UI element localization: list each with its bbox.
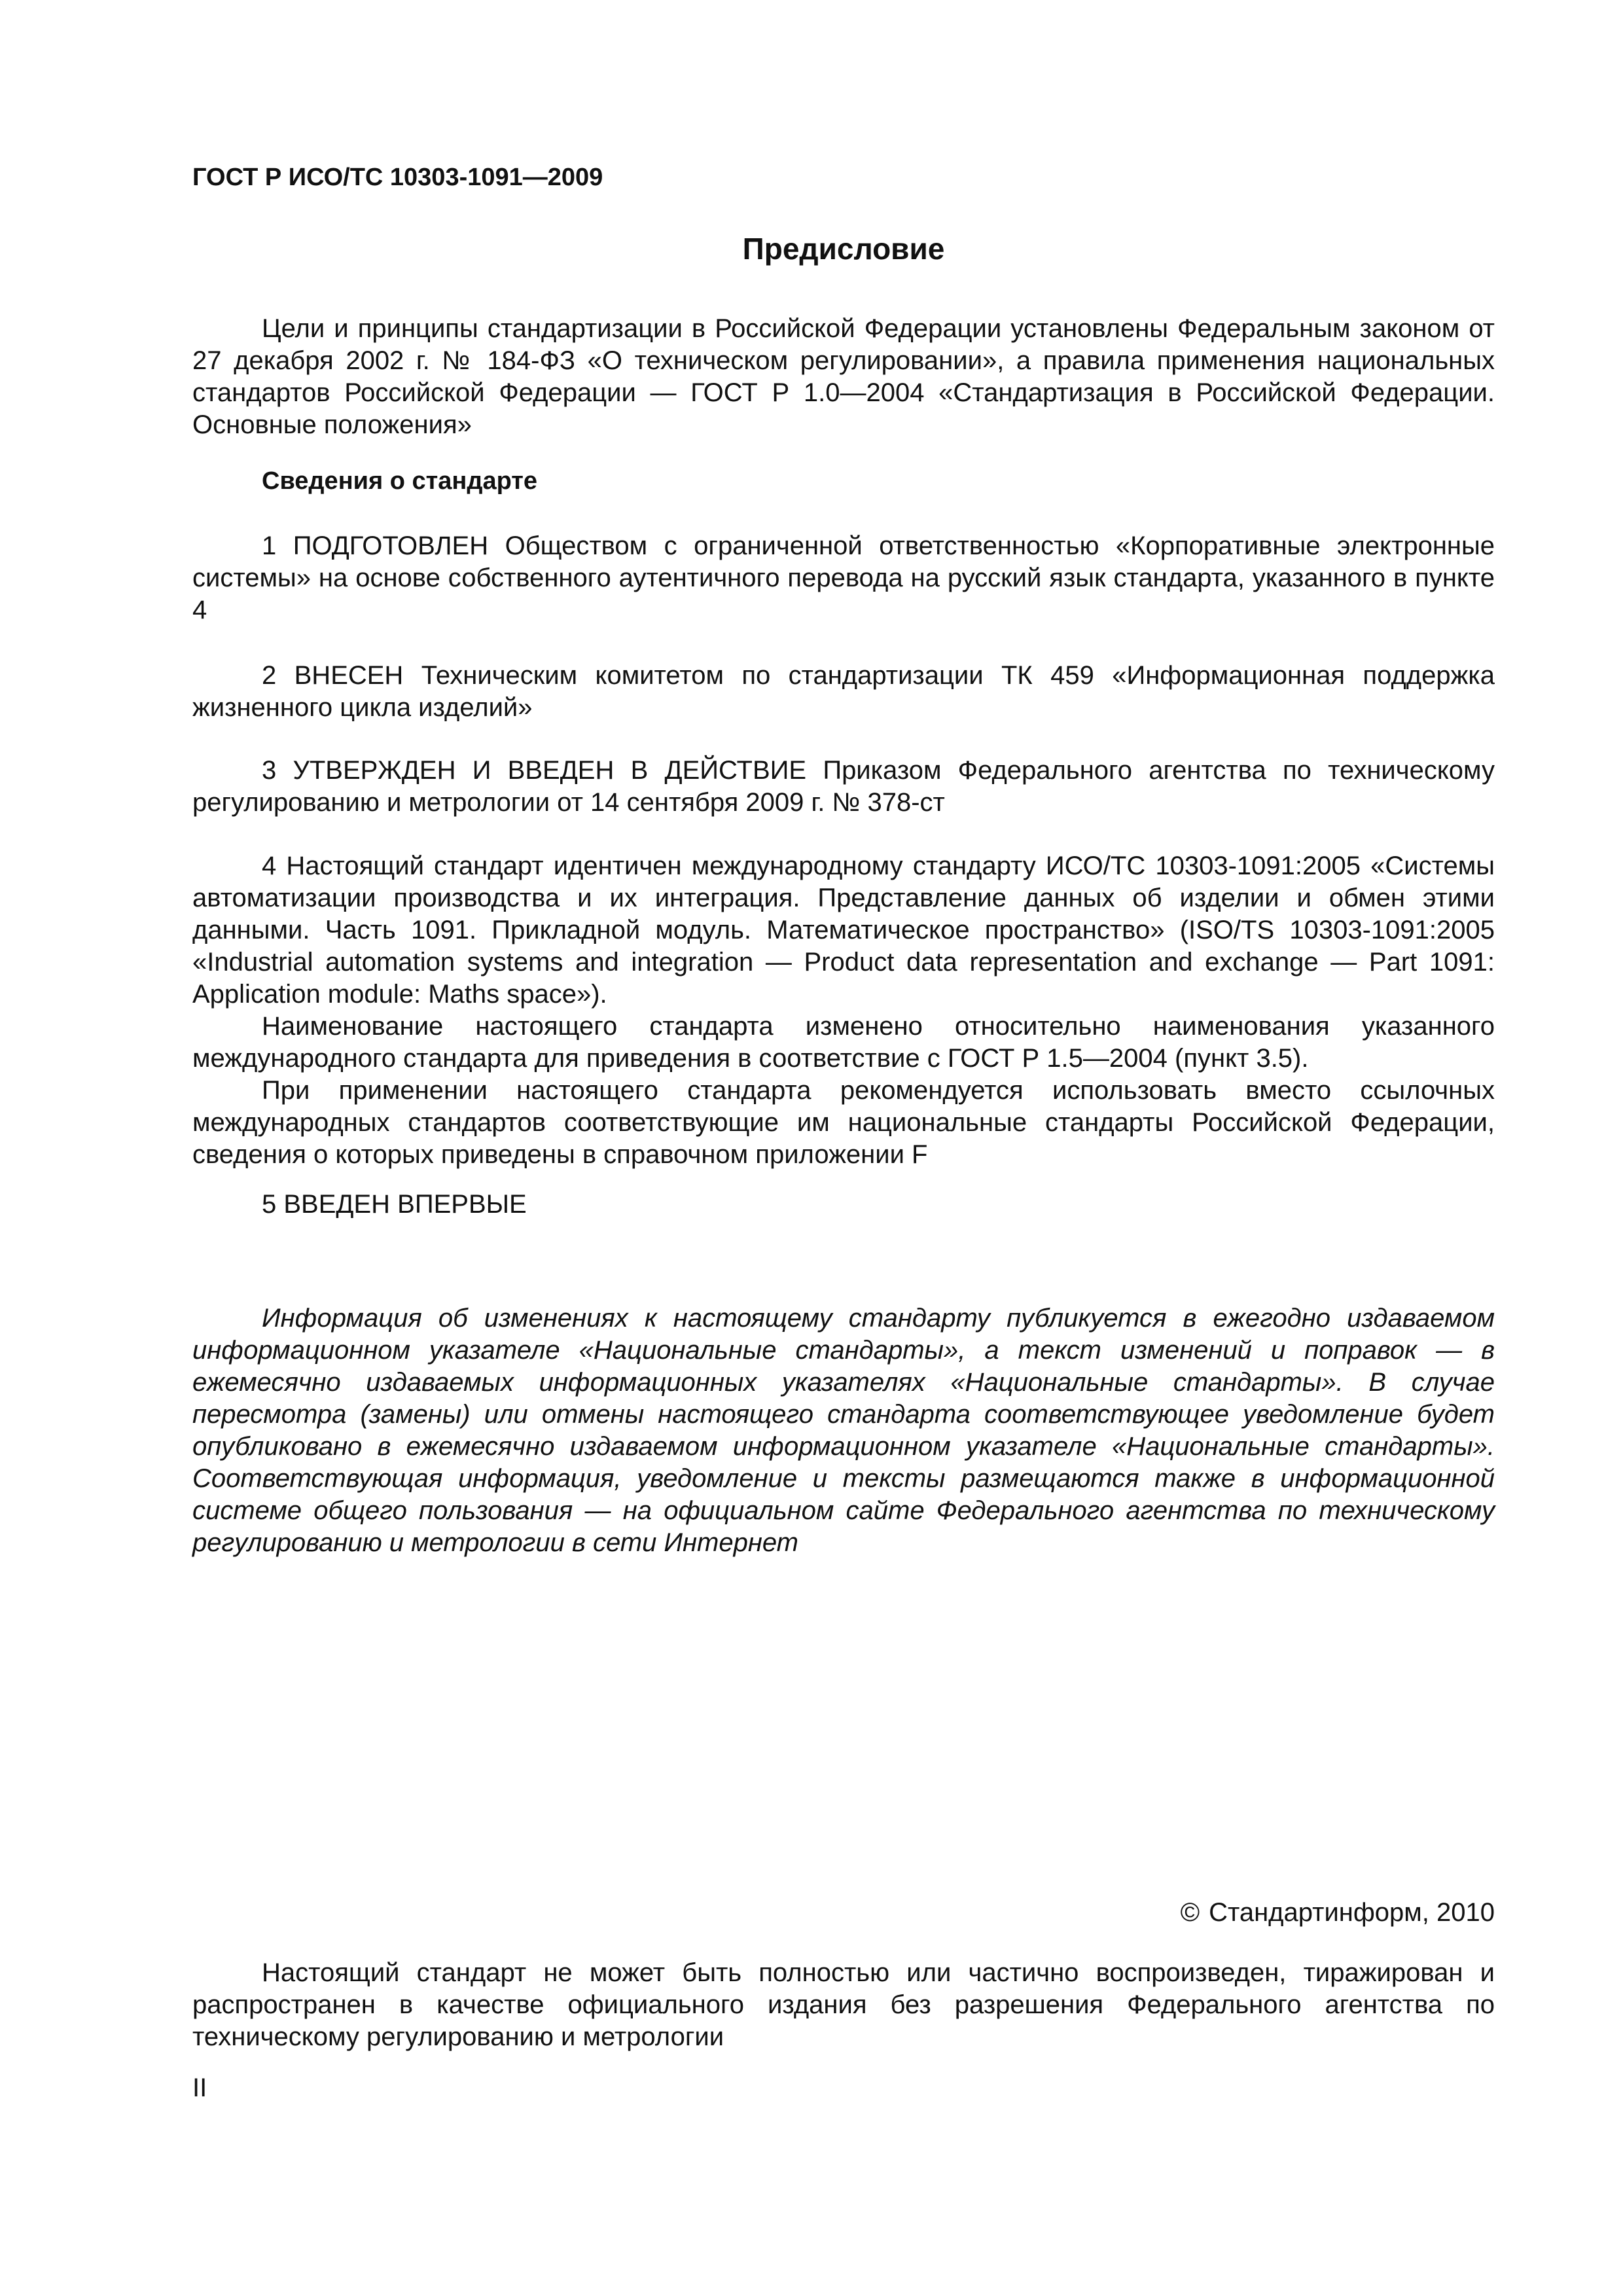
info-item-3: 3 УТВЕРЖДЕН И ВВЕДЕН В ДЕЙСТВИЕ Приказом Федерального агентства по техническому регулированию и метрологии от 14 сентября 2009 г. № 378-ст <box>192 756 1495 817</box>
intro-paragraph: Цели и принципы стандартизации в Российской Федерации установлены Федеральным законом от 27 декабря 2002 г. № 184-ФЗ «О техническом регулировании», а правила применения национальных стандартов Российской Федерации — ГОСТ Р 1.0—2004 «Стандартизация в Российской Федерации. Основные положения» <box>192 314 1495 439</box>
info-item-1: 1 ПОДГОТОВЛЕН Обществом с ограниченной ответственностью «Корпоративные электронные системы» на основе собственного аутентичного перевода на русский язык стандарта, указанного в пункте 4 <box>192 531 1495 624</box>
standard-designation: ГОСТ Р ИСО/ТС 10303-1091—2009 <box>192 164 603 191</box>
info-item-4 <box>192 850 1495 1171</box>
info-item-4-continuation-1: Наименование настоящего стандарта изменено относительно наименования указанного международного стандарта для приведения в соответствие с ГОСТ Р 1.5—2004 (пункт 3.5). <box>192 1012 1495 1073</box>
info-item-4-continuation-2: При применении настоящего стандарта рекомендуется использовать вместо ссылочных международных стандартов соответствующие им национальные стандарты Российской Федерации, сведения о которых приведены в справочном приложении F <box>192 1076 1495 1169</box>
reproduction-notice: Настоящий стандарт не может быть полностью или частично воспроизведен, тиражирован и распространен в качестве официального издания без разрешения Федерального агентства по техническому регулированию и метрологии <box>192 1958 1495 2051</box>
info-item-5: 5 ВВЕДЕН ВПЕРВЫЕ <box>262 1190 527 1219</box>
page-title: Предисловие <box>742 232 945 266</box>
changes-notice: Информация об изменениях к настоящему стандарту публикуется в ежегодно издаваемом информационном указателе «Национальные стандарты», а текст изменений и поправок — в ежемесячно издаваемых информационных указателях «Национальные стандарты». В случае пересмотра (замены) или отмены настоящего стандарта соответствующее уведомление будет опубликовано в ежемесячно издаваемом информационном указателе «Национальные стандарты». Соответствующая информация, уведомление и тексты размещаются также в информационной системе общего пользования — на официальном сайте Федерального агентства по техническому регулированию и метрологии в сети Интернет <box>192 1304 1495 1557</box>
document-page <box>192 0 1495 2296</box>
copyright-holder: Стандартинформ, 2010 <box>1209 1898 1495 1927</box>
info-item-2: 2 ВНЕСЕН Техническим комитетом по стандартизации ТК 459 «Информационная поддержка жизненного цикла изделий» <box>192 661 1495 722</box>
page-number: II <box>192 2073 207 2102</box>
copyright-symbol: © <box>1180 1898 1200 1927</box>
standard-info-heading: Сведения о стандарте <box>262 467 538 495</box>
info-item-4-text: 4 Настоящий стандарт идентичен международному стандарту ИСО/ТС 10303-1091:2005 «Системы автоматизации производства и их интеграция. Представление данных об изделии и обмен этими данными. Часть 1091. Прикладной модуль. Математическое пространство» (ISO/TS 10303-1091:2005 «Industrial automation systems and integration — Product data representation and exchange — Part 1091: Application module: Maths space»). <box>192 852 1495 1009</box>
copyright-line <box>192 1897 1495 1929</box>
